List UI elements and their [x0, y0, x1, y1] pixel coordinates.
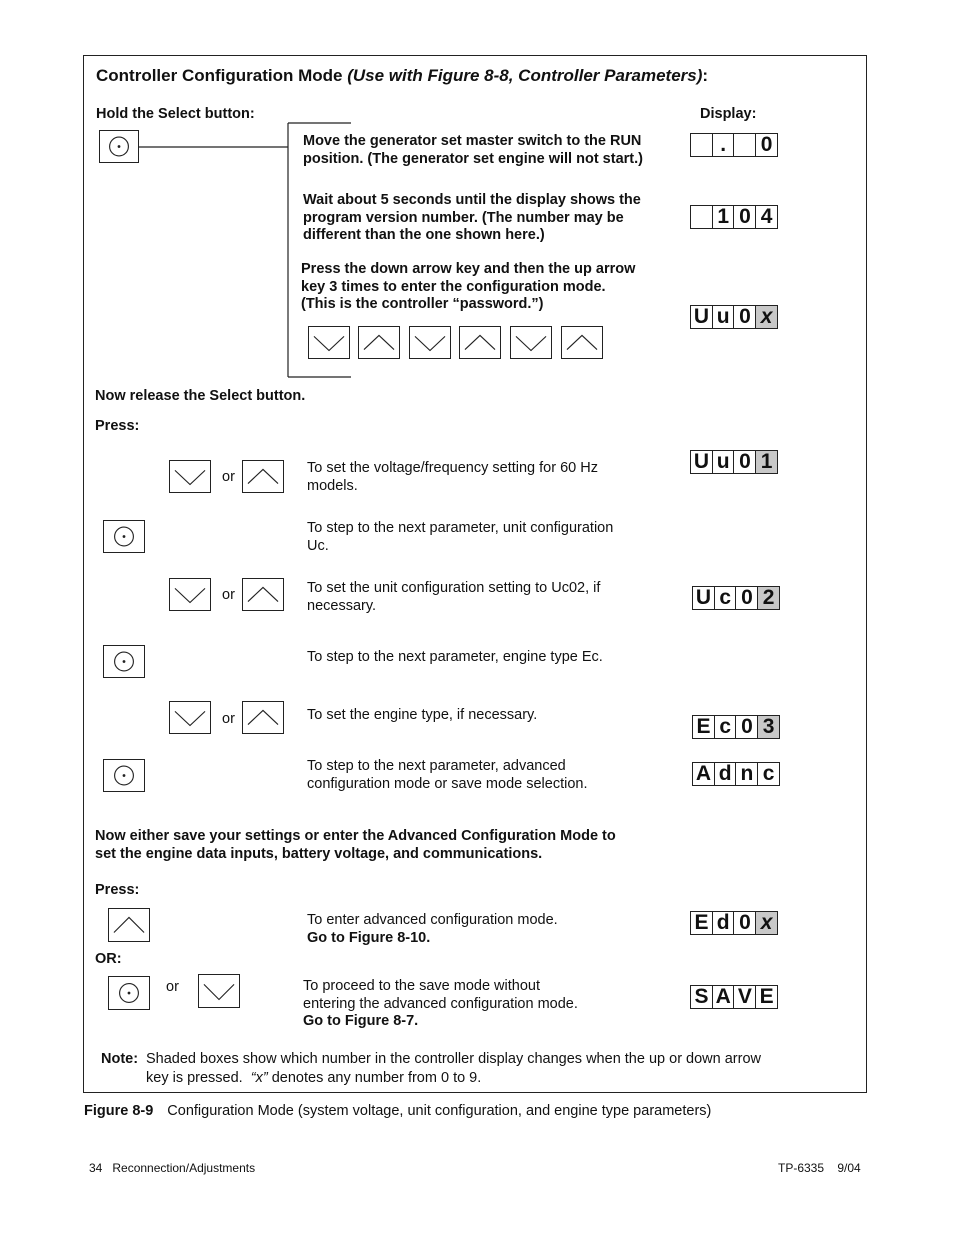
display-digit: U: [690, 450, 713, 474]
display-digit: n: [735, 762, 758, 786]
note-label: Note:: [101, 1051, 139, 1067]
step-password: Press the down arrow key and then the up arrow key 3 times to enter the configuration mode. (This is the controller “password.”): [301, 261, 636, 312]
figure-label: Figure 8-9: [84, 1103, 154, 1119]
display-digit: 1: [755, 450, 778, 474]
display-engine-type: [692, 715, 780, 739]
display-digit: .: [712, 133, 735, 157]
display-digit: c: [714, 715, 737, 739]
display-save: [690, 985, 778, 1009]
down-arrow-key: [308, 326, 350, 359]
display-digit: 0: [735, 586, 758, 610]
display-digit: 0: [733, 205, 756, 229]
note-line2: key is pressed. “x” denotes any number from 0 to 9.: [146, 1070, 482, 1086]
select-key: [103, 520, 145, 553]
up-arrow-key: [358, 326, 400, 359]
figure-text: Configuration Mode (system voltage, unit configuration, and engine type parameters): [167, 1103, 712, 1119]
step-unit-config: To step to the next parameter, unit configuration Uc.: [307, 520, 614, 554]
or-text: or: [222, 469, 235, 485]
note-line1: Shaded boxes show which number in the controller display changes when the up or down arrow: [146, 1051, 761, 1067]
step-unit-config-setting: To set the unit configuration setting to Uc02, if necessary.: [307, 580, 601, 614]
display-digit: 1: [712, 205, 735, 229]
down-arrow-key: [169, 701, 211, 734]
display-digit: A: [692, 762, 715, 786]
display-digit: V: [733, 985, 756, 1009]
display-digit: E: [755, 985, 778, 1009]
display-advanced-config: [692, 762, 780, 786]
press-label: Press:: [95, 882, 140, 898]
title-main: Controller Configuration Mode: [96, 66, 348, 85]
display-digit: E: [690, 911, 713, 935]
footer-left: 34 Reconnection/Adjustments: [89, 1161, 256, 1175]
down-arrow-key: [169, 578, 211, 611]
down-arrow-key: [510, 326, 552, 359]
down-arrow-key: [198, 974, 240, 1008]
step-voltage-frequency: To set the voltage/frequency setting for 60 Hz models.: [307, 460, 598, 494]
or-text: or: [222, 587, 235, 603]
title-italic: (Use with Figure 8-8, Controller Parameters): [347, 66, 703, 85]
display-engine-data: [690, 911, 778, 935]
display-digit: 0: [735, 715, 758, 739]
down-arrow-key: [169, 460, 211, 493]
display-config-mode: [690, 305, 778, 329]
select-key: [103, 645, 145, 678]
display-digit: 0: [733, 911, 756, 935]
step-advanced-or-save: To step to the next parameter, advanced configuration mode or save mode selection.: [307, 758, 588, 792]
display-run: [690, 133, 778, 157]
up-arrow-key: [459, 326, 501, 359]
release-select-label: Now release the Select button.: [95, 388, 306, 404]
display-digit: E: [692, 715, 715, 739]
figure-caption: [84, 1103, 711, 1121]
step-wait-version: Wait about 5 seconds until the display shows the program version number. (The number may be different than the one shown here.): [303, 192, 641, 243]
display-unit-config: [692, 586, 780, 610]
display-digit: 0: [733, 450, 756, 474]
display-digit: 2: [757, 586, 780, 610]
step-save-mode: To proceed to the save mode without entering the advanced configuration mode. Go to Figure 8-7.: [303, 978, 578, 1029]
up-arrow-key: [242, 460, 284, 493]
select-key: [103, 759, 145, 792]
display-digit: A: [712, 985, 735, 1009]
hold-select-label: Hold the Select button:: [96, 106, 255, 122]
display-digit: [733, 133, 756, 157]
display-digit: u: [712, 305, 735, 329]
select-key: [108, 976, 150, 1010]
or-label: OR:: [95, 951, 122, 967]
title-colon: :: [702, 66, 709, 85]
display-digit: [690, 133, 713, 157]
or-text: or: [166, 979, 179, 995]
display-label: Display:: [700, 106, 757, 122]
up-arrow-key: [561, 326, 603, 359]
display-digit: u: [712, 450, 735, 474]
press-label: Press:: [95, 418, 140, 434]
display-digit: x: [755, 305, 778, 329]
section-title: [96, 66, 708, 86]
select-key: [99, 130, 139, 163]
display-digit: [690, 205, 713, 229]
note: [101, 1051, 861, 1086]
step-engine-type: To step to the next parameter, engine type Ec.: [307, 649, 603, 665]
display-version: [690, 205, 778, 229]
display-digit: 4: [755, 205, 778, 229]
display-digit: x: [755, 911, 778, 935]
save-or-advanced-instruction: Now either save your settings or enter the Advanced Configuration Mode to set the engine data inputs, battery voltage, and communications.: [95, 828, 616, 862]
or-text: or: [222, 711, 235, 727]
display-digit: d: [714, 762, 737, 786]
display-digit: d: [712, 911, 735, 935]
up-arrow-key: [242, 701, 284, 734]
step-enter-advanced: To enter advanced configuration mode. Go to Figure 8-10.: [307, 912, 558, 946]
display-voltage-frequency: [690, 450, 778, 474]
display-digit: 3: [757, 715, 780, 739]
step-run-switch: Move the generator set master switch to the RUN position. (The generator set engine will not start.): [303, 133, 643, 167]
down-arrow-key: [409, 326, 451, 359]
display-digit: c: [757, 762, 780, 786]
display-digit: U: [690, 305, 713, 329]
footer-right: TP-6335 9/04: [778, 1161, 861, 1175]
up-arrow-key: [242, 578, 284, 611]
display-digit: 0: [755, 133, 778, 157]
display-digit: c: [714, 586, 737, 610]
display-digit: U: [692, 586, 715, 610]
display-digit: 0: [733, 305, 756, 329]
display-digit: S: [690, 985, 713, 1009]
up-arrow-key: [108, 908, 150, 942]
step-engine-type-setting: To set the engine type, if necessary.: [307, 707, 538, 723]
